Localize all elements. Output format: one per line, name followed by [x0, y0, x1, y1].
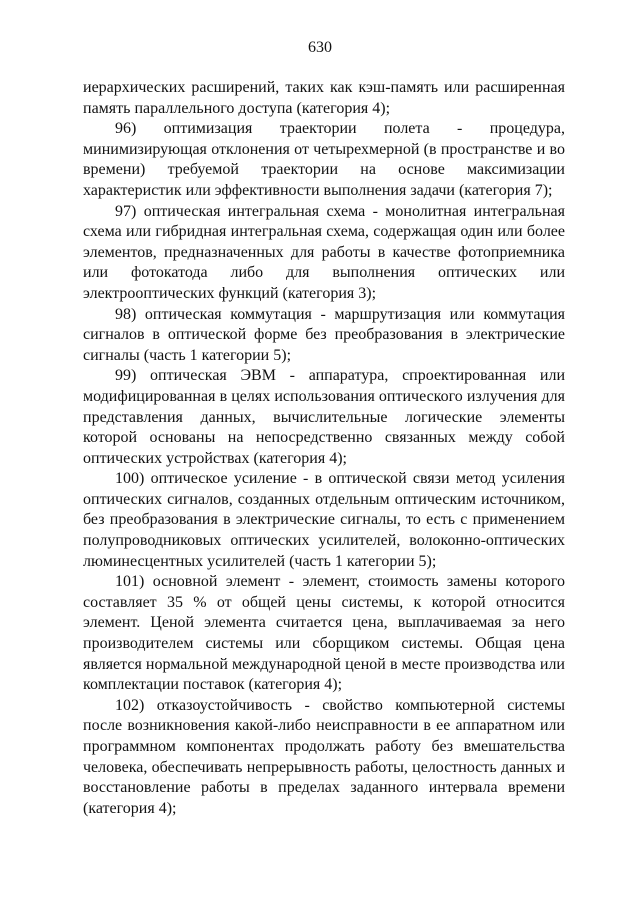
paragraph: иерархических расширений, таких как кэш-память или расширенная память параллельного доступа (категория 4);: [83, 79, 565, 117]
paragraph: 100) оптическое усиление - в оптической связи метод усиления оптических сигналов, созданных отдельным оптическим источником, без преобразования в электрические сигналы, то есть с применением полупроводниковых оптических усилителей, волоконно-оптических люминесцентных усилителей (часть 1 категории 5);: [83, 470, 565, 570]
document-body: [83, 78, 565, 819]
paragraph: 96) оптимизация траектории полета - процедура, минимизирующая отклонения от четырехмерной (в пространстве и во времени) требуемой траектории на основе максимизации характеристик или эффективности выполнения задачи (категория 7);: [83, 120, 565, 199]
paragraph: 101) основной элемент - элемент, стоимость замены которого составляет 35 % от общей цены системы, к которой относится элемент. Ценой элемента считается цена, выплачиваемая за него производителем системы или сборщиком системы. Общая цена является нормальной международной ценой в месте производства или комплектации поставок (категория 4);: [83, 573, 565, 694]
paragraph: 102) отказоустойчивость - свойство компьютерной системы после возникновения какой-либо неисправности в ее аппаратном или программном компонентах продолжать работу без вмешательства человека, обеспечивать непрерывность работы, целостность данных и восстановление работы в пределах заданного интервала времени (категория 4);: [83, 696, 565, 817]
page-number: 630: [308, 39, 332, 56]
paragraph: 97) оптическая интегральная схема - монолитная интегральная схема или гибридная интегральная схема, содержащая один или более элементов, предназначенных для работы в качестве фотоприемника или фотокатода либо для выполнения оптических или электрооптических функций (категория 3);: [83, 202, 565, 302]
paragraph: 99) оптическая ЭВМ - аппаратура, спроектированная или модифицированная в целях использования оптического излучения для представления данных, вычислительные логические элементы которой основаны на непосредственно связанных между собой оптических устройствах (категория 4);: [83, 367, 565, 467]
paragraph: 98) оптическая коммутация - маршрутизация или коммутация сигналов в оптической форме без преобразования в электрические сигналы (часть 1 категории 5);: [83, 305, 565, 364]
